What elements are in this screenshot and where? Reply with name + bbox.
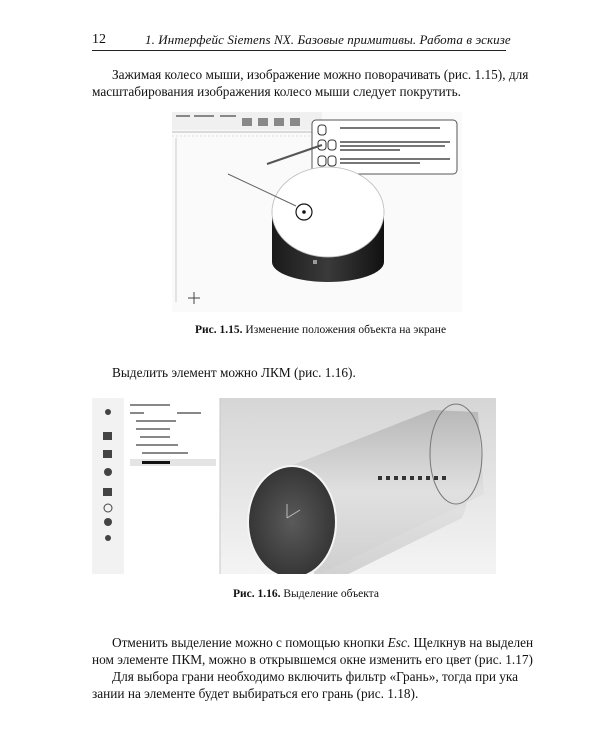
figure-1-15-image <box>172 112 462 312</box>
page-number: 12 <box>92 32 106 47</box>
paragraph-3-line-1-start: Отменить выделение можно с помощью кнопки <box>112 635 388 650</box>
paragraph-2: Выделить элемент можно ЛКМ (рис. 1.16). <box>112 365 356 380</box>
running-header: 1. Интерфейс Siemens NX. Базовые примитивы. Работа в эскизе <box>145 32 511 47</box>
paragraph-4-line-2: зании на элементе будет выбираться его грань (рис. 1.18). <box>92 686 419 701</box>
figure-1-15-caption <box>195 324 446 336</box>
figure-1-16-image <box>92 398 496 574</box>
caption-label: Рис. 1.15. <box>195 324 243 336</box>
selection-mini-toolbar <box>378 476 446 480</box>
esc-key-label: Esc <box>387 635 407 650</box>
figure-1-16-caption <box>233 588 379 600</box>
paragraph-3-line-1 <box>112 634 533 651</box>
header-rule <box>92 50 506 51</box>
caption-text: Изменение положения объекта на экране <box>245 324 447 336</box>
paragraph-4-line-1: Для выбора грани необходимо включить фильтр «Грань», тогда при ука <box>112 669 519 684</box>
caption-text: Выделение объекта <box>283 588 379 600</box>
paragraph-3-line-1-end: . Щелкнув на выделен <box>406 635 534 650</box>
paragraph-3-line-2: ном элементе ПКМ, можно в открывшемся окне изменить его цвет (рис. 1.17) <box>92 652 533 667</box>
paragraph-1-line-2: масштабирования изображения колесо мыши следует покрутить. <box>92 84 461 99</box>
caption-label: Рис. 1.16. <box>233 588 281 600</box>
paragraph-1-line-1: Зажимая колесо мыши, изображение можно поворачивать (рис. 1.15), для <box>112 67 529 82</box>
